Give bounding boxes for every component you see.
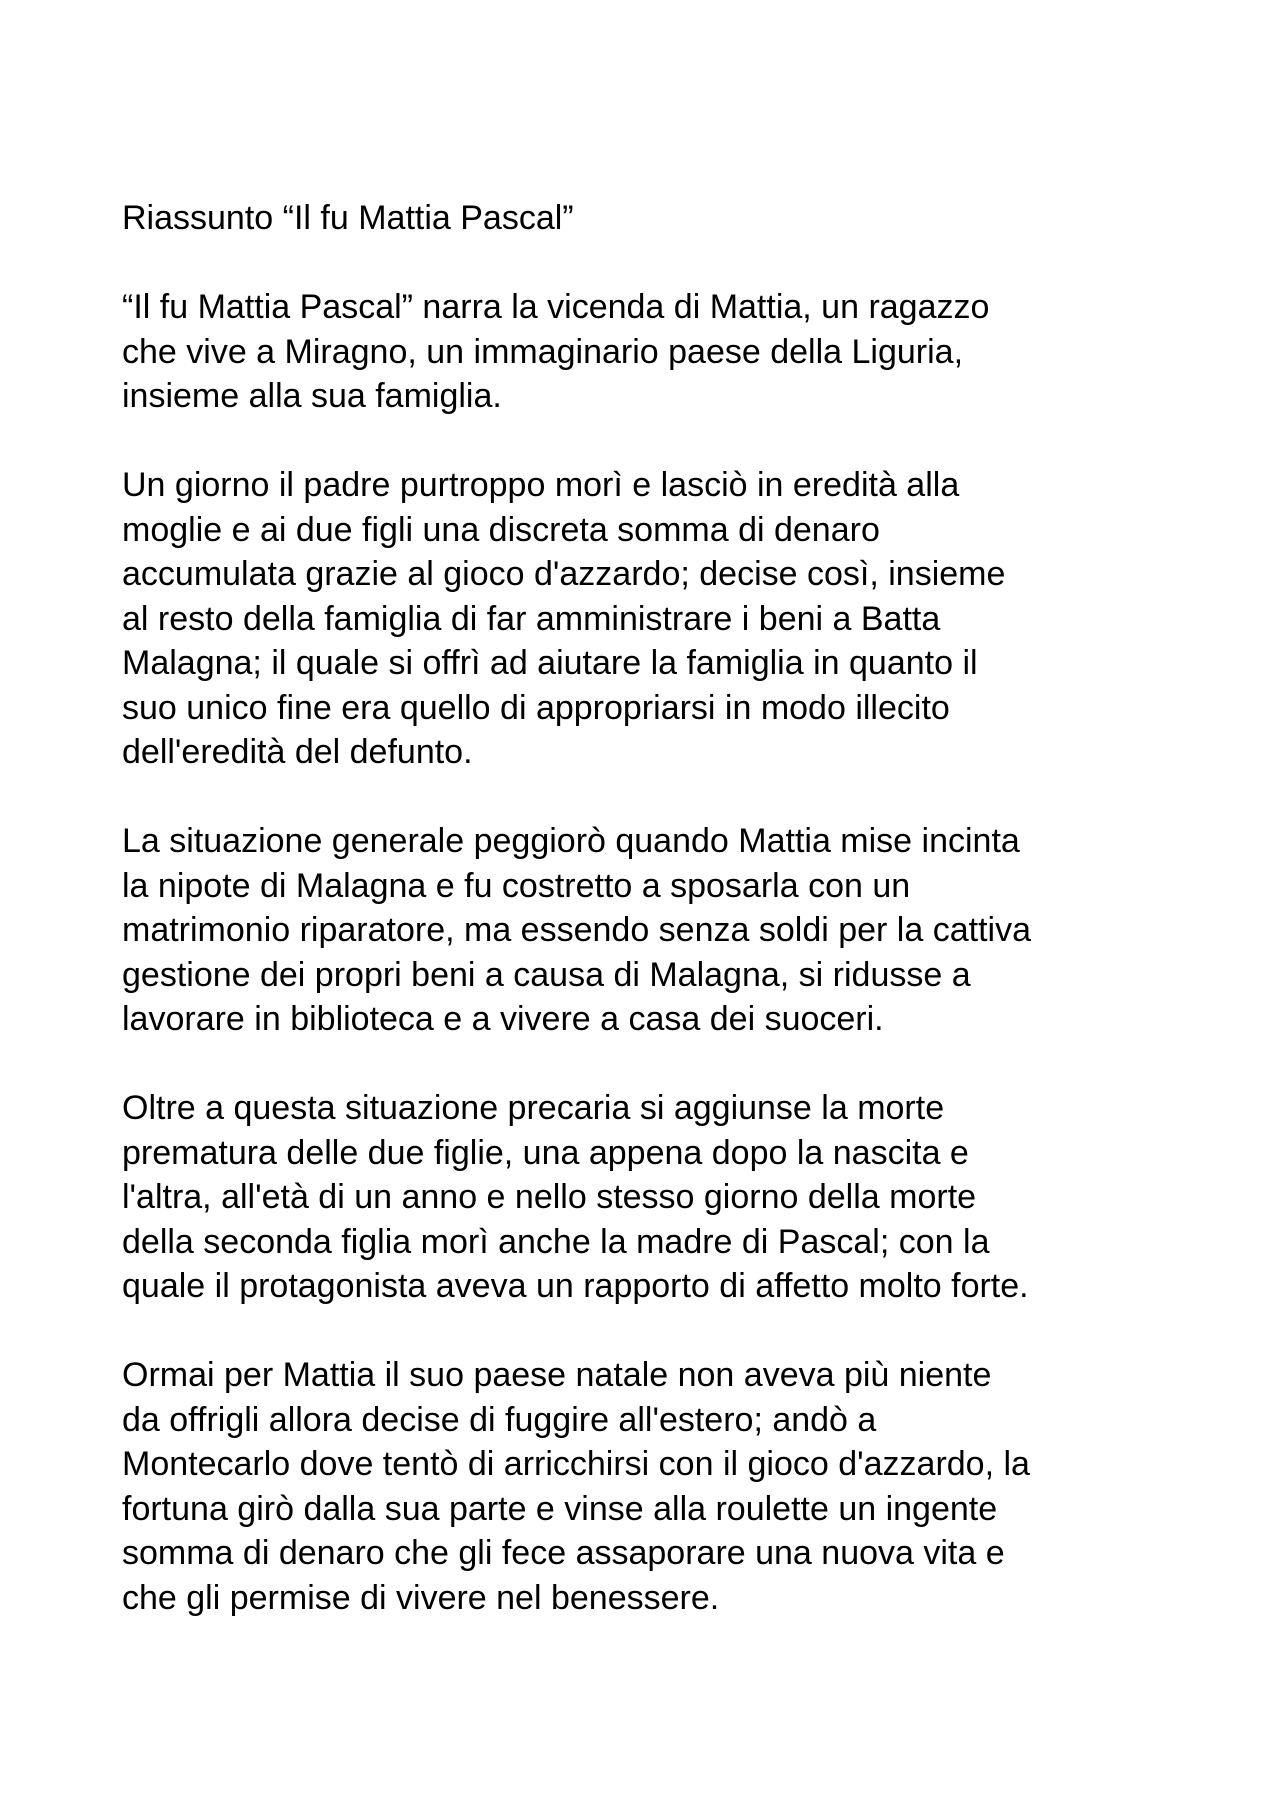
paragraph-intro [122,285,1182,419]
text-line: dell'eredità del defunto. [122,733,473,771]
text-line: gestione dei propri beni a causa di Malagna, si ridusse a [122,955,971,994]
text-line: della seconda figlia morì anche la madre di Pascal; con la [122,1222,990,1261]
text-line: al resto della famiglia di far amministrare i beni a Batta [122,599,941,638]
text-line: La situazione generale peggiorò quando Mattia mise incinta [122,822,1020,860]
text-line: quale il protagonista aveva un rapporto di affetto molto forte. [122,1267,1029,1305]
text-line: Montecarlo dove tentò di arricchirsi con il gioco d'azzardo, la [122,1445,1030,1483]
text-line: fortuna girò dalla sua parte e vinse alla roulette un ingente [122,1489,998,1528]
text-line: moglie e ai due figli una discreta somma di denaro [122,510,880,549]
document-body [122,196,1182,1665]
text-line: “Il fu Mattia Pascal” narra la vicenda di Mattia, un ragazzo [122,288,990,326]
text-line: accumulata grazie al gioco d'azzardo; decise così, insieme [122,555,1006,593]
text-line: suo unico fine era quello di appropriarsi in modo illecito [122,688,950,727]
text-line: lavorare in biblioteca e a vivere a casa dei suoceri. [122,1000,884,1038]
text-line: somma di denaro che gli fece assaporare una nuova vita e [122,1534,1005,1572]
paragraph-losses [122,1086,1182,1309]
text-line: insieme alla sua famiglia. [122,377,502,415]
text-line: Oltre a questa situazione precaria si aggiunse la morte [122,1089,945,1127]
text-line: Malagna; il quale si offrì ad aiutare la famiglia in quanto il [122,644,978,682]
paragraph-situation [122,819,1182,1042]
text-line: Un giorno il padre purtroppo morì e lasciò in eredità alla [122,466,960,504]
text-line: prematura delle due figlie, una appena dopo la nascita e [122,1133,969,1172]
document-title: Riassunto “Il fu Mattia Pascal” [122,199,574,237]
text-line: da offrigli allora decise di fuggire all'estero; andò a [122,1400,877,1439]
text-line: che gli permise di vivere nel benessere. [122,1578,720,1617]
text-line: la nipote di Malagna e fu costretto a sposarla con un [122,866,911,905]
paragraph-inheritance [122,463,1182,775]
text-line: matrimonio riparatore, ma essendo senza soldi per la cattiva [122,911,1031,949]
text-line: l'altra, all'età di un anno e nello stesso giorno della morte [122,1178,977,1216]
text-line: che vive a Miragno, un immaginario paese della Liguria, [122,332,964,371]
text-line: Ormai per Mattia il suo paese natale non aveva più niente [122,1356,992,1394]
paragraph-escape [122,1353,1182,1620]
